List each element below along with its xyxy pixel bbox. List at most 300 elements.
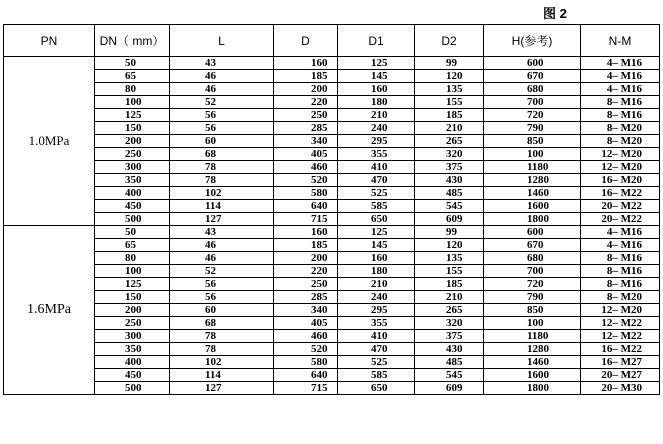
cell-dn (95, 278, 170, 291)
cell-l-value: 127 (205, 382, 222, 394)
cell-d1-value: 180 (371, 96, 388, 108)
cell-d2 (415, 161, 484, 174)
cell-l-value: 46 (205, 252, 216, 264)
cell-dn-value: 65 (125, 70, 136, 82)
cell-h (484, 109, 581, 122)
cell-d (274, 265, 338, 278)
cell-d1 (338, 161, 415, 174)
cell-d2 (415, 187, 484, 200)
cell-l-value: 114 (205, 200, 221, 212)
cell-h-value: 670 (527, 70, 544, 82)
cell-d-value: 405 (311, 317, 328, 329)
cell-l-value: 52 (205, 96, 216, 108)
table-row (4, 135, 660, 148)
cell-d1-value: 355 (371, 317, 388, 329)
cell-d2 (415, 304, 484, 317)
table-row (4, 317, 660, 330)
cell-d1-value: 180 (371, 265, 388, 277)
cell-l (170, 122, 274, 135)
cell-l (170, 356, 274, 369)
cell-d2-value: 609 (446, 213, 463, 225)
cell-d2-value: 99 (446, 226, 457, 238)
cell-d2-value: 155 (446, 265, 463, 277)
cell-l (170, 382, 274, 395)
cell-l-value: 68 (205, 148, 216, 160)
cell-d (274, 330, 338, 343)
cell-l (170, 317, 274, 330)
cell-l-value: 43 (205, 57, 216, 69)
cell-h-value: 850 (527, 135, 544, 147)
cell-d-value: 580 (311, 187, 328, 199)
cell-nm: 4– M16 (581, 57, 660, 70)
cell-d1-value: 145 (371, 70, 388, 82)
cell-d1 (338, 330, 415, 343)
cell-l (170, 265, 274, 278)
cell-d-value: 640 (311, 200, 328, 212)
cell-dn (95, 356, 170, 369)
cell-nm: 16– M27 (581, 356, 660, 369)
cell-d-value: 250 (311, 109, 328, 121)
cell-dn (95, 187, 170, 200)
cell-l (170, 330, 274, 343)
cell-d-value: 220 (311, 96, 328, 108)
cell-dn (95, 317, 170, 330)
cell-d2-value: 545 (446, 369, 463, 381)
cell-d2-value: 320 (446, 148, 463, 160)
cell-dn-value: 500 (125, 213, 142, 225)
cell-l-value: 60 (205, 135, 216, 147)
cell-d1 (338, 369, 415, 382)
cell-d (274, 382, 338, 395)
valve-dimension-table (3, 24, 660, 395)
cell-d-value: 520 (311, 343, 328, 355)
cell-dn-value: 350 (125, 174, 142, 186)
cell-d1 (338, 148, 415, 161)
table-row (4, 174, 660, 187)
cell-dn-value: 200 (125, 304, 142, 316)
cell-dn (95, 109, 170, 122)
cell-dn-value: 400 (125, 187, 142, 199)
cell-h-value: 700 (527, 265, 544, 277)
cell-dn (95, 252, 170, 265)
cell-d2 (415, 135, 484, 148)
cell-h (484, 278, 581, 291)
cell-h (484, 57, 581, 70)
cell-d2-value: 545 (446, 200, 463, 212)
cell-l (170, 343, 274, 356)
cell-d-value: 715 (311, 213, 328, 225)
cell-d1 (338, 226, 415, 239)
cell-d2 (415, 70, 484, 83)
cell-l (170, 226, 274, 239)
cell-l (170, 252, 274, 265)
cell-d2-value: 120 (446, 239, 463, 251)
header-pn: PN (4, 25, 95, 57)
cell-l-value: 78 (205, 330, 216, 342)
cell-h-value: 1800 (527, 213, 549, 225)
cell-l (170, 57, 274, 70)
cell-h (484, 291, 581, 304)
cell-d-value: 200 (311, 252, 328, 264)
cell-dn (95, 330, 170, 343)
cell-d1 (338, 252, 415, 265)
cell-h-value: 720 (527, 278, 544, 290)
cell-dn-value: 250 (125, 317, 142, 329)
cell-dn (95, 122, 170, 135)
cell-nm: 20– M30 (581, 382, 660, 395)
cell-l (170, 83, 274, 96)
cell-d (274, 57, 338, 70)
cell-h-value: 600 (527, 226, 544, 238)
cell-l (170, 148, 274, 161)
header-h: H(参考) (484, 25, 581, 57)
cell-h-value: 790 (527, 122, 544, 134)
table-row (4, 369, 660, 382)
cell-nm: 4– M16 (581, 226, 660, 239)
cell-l-value: 102 (205, 187, 222, 199)
cell-d-value: 220 (311, 265, 328, 277)
cell-dn-value: 250 (125, 148, 142, 160)
cell-l (170, 187, 274, 200)
cell-d1 (338, 200, 415, 213)
cell-nm: 12– M20 (581, 148, 660, 161)
cell-h-value: 1280 (527, 343, 549, 355)
cell-h (484, 226, 581, 239)
cell-l (170, 174, 274, 187)
cell-d (274, 278, 338, 291)
cell-h (484, 70, 581, 83)
cell-d1-value: 295 (371, 135, 388, 147)
cell-d1-value: 410 (371, 330, 388, 342)
cell-l (170, 239, 274, 252)
table-row (4, 265, 660, 278)
cell-l (170, 213, 274, 226)
cell-dn (95, 213, 170, 226)
cell-dn (95, 200, 170, 213)
cell-dn (95, 291, 170, 304)
cell-d1-value: 650 (371, 382, 388, 394)
cell-d-value: 185 (311, 70, 328, 82)
cell-d1 (338, 135, 415, 148)
cell-d (274, 70, 338, 83)
cell-d1 (338, 83, 415, 96)
cell-l (170, 109, 274, 122)
cell-l-value: 56 (205, 278, 216, 290)
cell-d1 (338, 382, 415, 395)
cell-h (484, 187, 581, 200)
cell-nm: 8– M20 (581, 122, 660, 135)
cell-l-value: 78 (205, 174, 216, 186)
cell-l (170, 135, 274, 148)
cell-dn (95, 70, 170, 83)
cell-dn (95, 174, 170, 187)
header-d1: D1 (338, 25, 415, 57)
cell-d (274, 343, 338, 356)
cell-h-value: 1800 (527, 382, 549, 394)
cell-dn-value: 125 (125, 109, 142, 121)
cell-l (170, 200, 274, 213)
cell-d-value: 250 (311, 278, 328, 290)
cell-d2-value: 135 (446, 252, 463, 264)
cell-h-value: 1600 (527, 369, 549, 381)
cell-d1-value: 295 (371, 304, 388, 316)
cell-d (274, 109, 338, 122)
cell-d1 (338, 213, 415, 226)
cell-d1-value: 470 (371, 343, 388, 355)
pressure-rating-cell: 1.0MPa (4, 57, 95, 226)
cell-nm: 16– M22 (581, 187, 660, 200)
cell-d2-value: 375 (446, 161, 463, 173)
cell-d1 (338, 70, 415, 83)
cell-dn (95, 96, 170, 109)
table-row (4, 200, 660, 213)
cell-h-value: 1180 (527, 161, 549, 173)
cell-h-value: 100 (527, 148, 544, 160)
cell-d1 (338, 122, 415, 135)
cell-h-value: 680 (527, 83, 544, 95)
cell-d-value: 185 (311, 239, 328, 251)
cell-nm: 12– M22 (581, 317, 660, 330)
cell-d1-value: 210 (371, 278, 388, 290)
cell-d1 (338, 304, 415, 317)
cell-h (484, 148, 581, 161)
cell-d2 (415, 213, 484, 226)
cell-h (484, 356, 581, 369)
cell-d2-value: 375 (446, 330, 463, 342)
cell-d-value: 460 (311, 161, 328, 173)
cell-d (274, 122, 338, 135)
cell-nm: 20– M27 (581, 369, 660, 382)
cell-h-value: 680 (527, 252, 544, 264)
cell-d-value: 715 (311, 382, 328, 394)
cell-dn-value: 125 (125, 278, 142, 290)
cell-d1-value: 355 (371, 148, 388, 160)
cell-d (274, 187, 338, 200)
cell-l-value: 114 (205, 369, 221, 381)
cell-d (274, 356, 338, 369)
cell-l-value: 46 (205, 70, 216, 82)
table-row (4, 239, 660, 252)
cell-dn (95, 226, 170, 239)
cell-dn (95, 239, 170, 252)
cell-d2 (415, 382, 484, 395)
cell-dn-value: 65 (125, 239, 136, 251)
cell-dn-value: 50 (125, 226, 136, 238)
cell-h-value: 1180 (527, 330, 549, 342)
cell-l-value: 56 (205, 291, 216, 303)
cell-d1 (338, 291, 415, 304)
cell-l-value: 56 (205, 109, 216, 121)
figure-caption: 图 2 (543, 6, 567, 21)
cell-d1-value: 125 (371, 57, 388, 69)
cell-d1-value: 145 (371, 239, 388, 251)
cell-d-value: 580 (311, 356, 328, 368)
cell-d (274, 369, 338, 382)
cell-l-value: 60 (205, 304, 216, 316)
cell-dn-value: 500 (125, 382, 142, 394)
cell-l-value: 78 (205, 161, 216, 173)
cell-dn (95, 382, 170, 395)
cell-h (484, 343, 581, 356)
cell-h (484, 96, 581, 109)
cell-dn (95, 83, 170, 96)
cell-h-value: 720 (527, 109, 544, 121)
cell-d2 (415, 174, 484, 187)
cell-d1-value: 160 (371, 252, 388, 264)
cell-d1 (338, 239, 415, 252)
cell-dn-value: 300 (125, 161, 142, 173)
cell-nm: 4– M16 (581, 70, 660, 83)
cell-h-value: 1600 (527, 200, 549, 212)
cell-d-value: 200 (311, 83, 328, 95)
cell-h-value: 1460 (527, 187, 549, 199)
cell-d1-value: 240 (371, 291, 388, 303)
cell-d2-value: 210 (446, 291, 463, 303)
table-row (4, 382, 660, 395)
cell-h-value: 700 (527, 96, 544, 108)
cell-dn (95, 369, 170, 382)
cell-d2 (415, 57, 484, 70)
cell-d1-value: 525 (371, 356, 388, 368)
table-row (4, 226, 660, 239)
cell-d (274, 174, 338, 187)
cell-d2-value: 120 (446, 70, 463, 82)
table-row (4, 109, 660, 122)
cell-d (274, 252, 338, 265)
cell-d (274, 239, 338, 252)
cell-dn (95, 135, 170, 148)
cell-d1-value: 470 (371, 174, 388, 186)
cell-nm: 8– M16 (581, 278, 660, 291)
cell-l-value: 46 (205, 83, 216, 95)
cell-d (274, 96, 338, 109)
table-row (4, 96, 660, 109)
cell-d2 (415, 369, 484, 382)
cell-d2 (415, 356, 484, 369)
cell-d2-value: 265 (446, 304, 463, 316)
table-row (4, 278, 660, 291)
cell-nm: 20– M22 (581, 213, 660, 226)
cell-nm: 8– M16 (581, 265, 660, 278)
cell-dn-value: 200 (125, 135, 142, 147)
cell-d1 (338, 343, 415, 356)
cell-l (170, 96, 274, 109)
cell-h (484, 213, 581, 226)
cell-d-value: 285 (311, 122, 328, 134)
cell-d1-value: 410 (371, 161, 388, 173)
table-row (4, 70, 660, 83)
table-body (4, 57, 660, 395)
cell-d (274, 213, 338, 226)
cell-h (484, 382, 581, 395)
cell-h (484, 200, 581, 213)
cell-d1 (338, 356, 415, 369)
cell-l (170, 369, 274, 382)
header-d2: D2 (415, 25, 484, 57)
cell-h (484, 122, 581, 135)
cell-nm: 8– M16 (581, 96, 660, 109)
cell-l-value: 43 (205, 226, 216, 238)
cell-dn-value: 100 (125, 96, 142, 108)
cell-h (484, 317, 581, 330)
cell-d2 (415, 96, 484, 109)
cell-l-value: 127 (205, 213, 222, 225)
cell-d2-value: 135 (446, 83, 463, 95)
table-row (4, 252, 660, 265)
cell-dn (95, 304, 170, 317)
cell-nm: 8– M16 (581, 109, 660, 122)
cell-l-value: 78 (205, 343, 216, 355)
cell-d2 (415, 239, 484, 252)
cell-dn (95, 161, 170, 174)
table-row (4, 122, 660, 135)
cell-h (484, 304, 581, 317)
cell-h (484, 83, 581, 96)
cell-d2-value: 99 (446, 57, 457, 69)
cell-d2 (415, 226, 484, 239)
table-row (4, 291, 660, 304)
cell-d2 (415, 291, 484, 304)
cell-dn (95, 265, 170, 278)
cell-h-value: 1460 (527, 356, 549, 368)
cell-dn-value: 300 (125, 330, 142, 342)
cell-d2-value: 185 (446, 109, 463, 121)
cell-l-value: 68 (205, 317, 216, 329)
cell-dn-value: 50 (125, 57, 136, 69)
cell-d (274, 200, 338, 213)
cell-d-value: 340 (311, 304, 328, 316)
cell-l (170, 304, 274, 317)
cell-nm: 16– M20 (581, 174, 660, 187)
cell-d1-value: 160 (371, 83, 388, 95)
cell-dn (95, 57, 170, 70)
header-d: D (274, 25, 338, 57)
cell-d-value: 520 (311, 174, 328, 186)
cell-d2 (415, 122, 484, 135)
cell-d2 (415, 317, 484, 330)
table-row (4, 148, 660, 161)
cell-d-value: 405 (311, 148, 328, 160)
cell-h (484, 239, 581, 252)
header-row (4, 25, 660, 57)
cell-nm: 8– M20 (581, 291, 660, 304)
cell-nm: 20– M22 (581, 200, 660, 213)
table-row (4, 343, 660, 356)
cell-d-value: 640 (311, 369, 328, 381)
cell-h (484, 330, 581, 343)
cell-d1 (338, 278, 415, 291)
cell-nm: 4– M16 (581, 83, 660, 96)
table-row (4, 161, 660, 174)
pressure-rating-cell: 1.6MPa (4, 226, 95, 395)
cell-d (274, 148, 338, 161)
cell-l (170, 291, 274, 304)
cell-d (274, 317, 338, 330)
cell-d (274, 83, 338, 96)
cell-d (274, 135, 338, 148)
cell-h-value: 1280 (527, 174, 549, 186)
cell-l (170, 278, 274, 291)
cell-dn-value: 150 (125, 291, 142, 303)
cell-dn-value: 100 (125, 265, 142, 277)
cell-h-value: 600 (527, 57, 544, 69)
cell-d2-value: 185 (446, 278, 463, 290)
cell-d2 (415, 278, 484, 291)
cell-d2 (415, 148, 484, 161)
cell-d1 (338, 187, 415, 200)
cell-d-value: 285 (311, 291, 328, 303)
cell-nm: 12– M20 (581, 161, 660, 174)
